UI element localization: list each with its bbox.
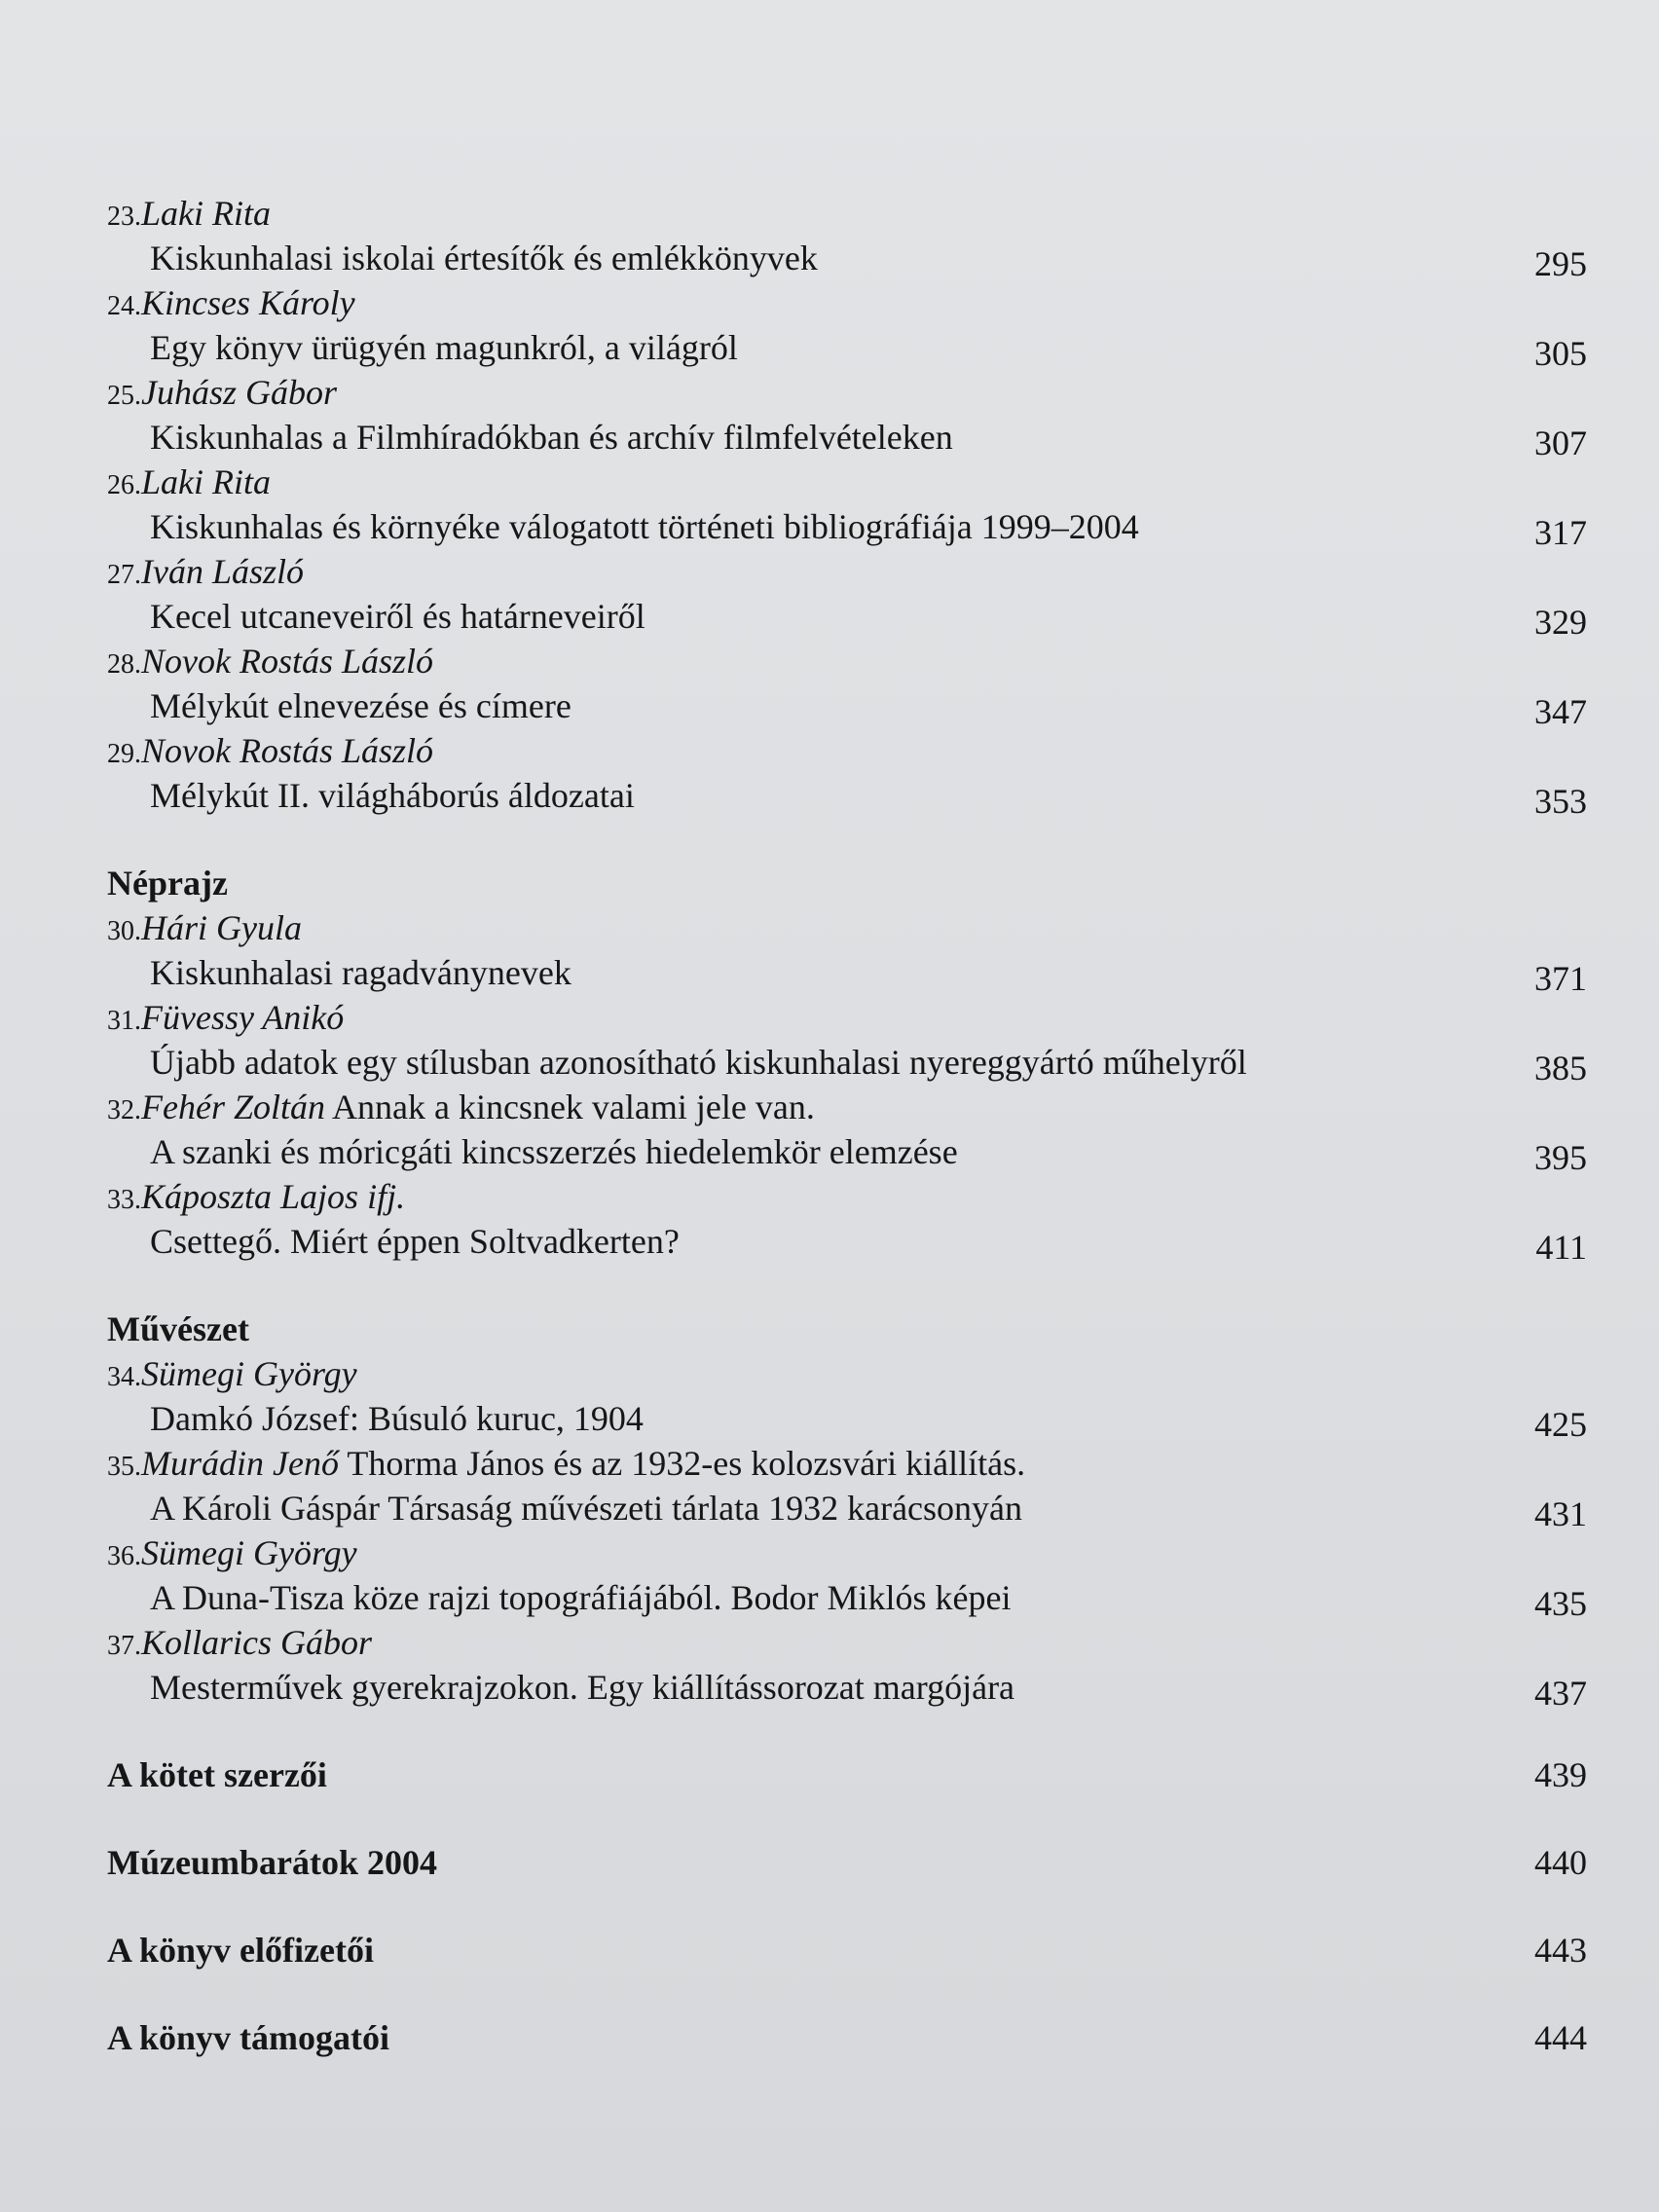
entry-page-number: 431 [1534, 1494, 1587, 1533]
entry-author: Novok Rostás László [141, 642, 434, 681]
entry-title: Újabb adatok egy stílusban azonosítható kiskunhalasi nyereggyártó műhelyről [150, 1043, 1247, 1082]
entry-title: Csettegő. Miért éppen Soltvadkerten? [150, 1222, 680, 1261]
entry-author: Kollarics Gábor [141, 1623, 373, 1662]
toc-entry-32 [107, 1085, 1587, 1177]
toc-entry-36 [107, 1530, 1587, 1623]
entry-title: Kiskunhalas a Filmhíradókban és archív filmfelvételeken [150, 418, 953, 457]
entry-number: 30. [107, 916, 141, 946]
toc-entry-33 [107, 1174, 1587, 1267]
toc-entry-30 [107, 905, 1587, 998]
entry-author: Laki Rita [141, 462, 271, 501]
entry-page-number: 385 [1534, 1049, 1587, 1088]
backmatter-title: A könyv támogatói [107, 2018, 390, 2057]
entry-title: Mesterművek gyerekrajzokon. Egy kiállítássorozat margójára [150, 1668, 1015, 1707]
entry-number: 35. [107, 1452, 141, 1482]
entry-title: Egy könyv ürügyén magunkról, a világról [150, 328, 738, 367]
entry-number: 29. [107, 739, 141, 769]
entry-number: 23. [107, 202, 141, 232]
entry-title: Mélykút elnevezése és címere [150, 686, 571, 725]
toc-entry-34 [107, 1351, 1587, 1444]
entry-author: Füvessy Anikó [141, 998, 345, 1037]
entry-page-number: 295 [1534, 244, 1587, 283]
toc-entry-35 [107, 1441, 1587, 1533]
section-heading-neprajz: Néprajz [107, 864, 228, 903]
entry-author: Fehér Zoltán [141, 1088, 325, 1126]
entry-number: 26. [107, 470, 141, 500]
entry-page-number: 411 [1535, 1228, 1587, 1267]
toc-backmatter-authors [107, 1752, 1587, 1797]
entry-title: A Duna-Tisza köze rajzi topográfiájából. Bodor Miklós képei [150, 1578, 1012, 1617]
entry-number: 36. [107, 1541, 141, 1571]
entry-number: 37. [107, 1631, 141, 1661]
toc-entry-23 [107, 191, 1587, 283]
entry-title: A szanki és móricgáti kincsszerzés hiedelemkör elemzése [150, 1132, 958, 1171]
toc-entry-37 [107, 1620, 1587, 1713]
entry-author: Iván László [141, 552, 305, 591]
entry-title-part-one: Annak a kincsnek valami jele van. [332, 1088, 815, 1126]
entry-number: 24. [107, 291, 141, 321]
entry-page-number: 353 [1534, 782, 1587, 821]
toc-entry-24 [107, 280, 1587, 373]
entry-page-number: 425 [1534, 1405, 1587, 1444]
entry-title: Kecel utcaneveiről és határneveiről [150, 597, 645, 636]
entry-author: Hári Gyula [141, 908, 302, 947]
entry-number: 32. [107, 1095, 141, 1125]
table-of-contents [107, 191, 1587, 2060]
entry-number: 27. [107, 560, 141, 590]
toc-entry-29 [107, 728, 1587, 821]
entry-title-part-one: Thorma János és az 1932-es kolozsvári kiállítás. [347, 1444, 1026, 1483]
toc-backmatter-subscribers [107, 1928, 1587, 1972]
entry-page-number: 317 [1534, 513, 1587, 552]
toc-entry-31 [107, 995, 1587, 1088]
toc-entry-28 [107, 639, 1587, 731]
entry-page-number: 307 [1534, 424, 1587, 462]
backmatter-title: Múzeumbarátok 2004 [107, 1843, 437, 1882]
entry-number: 33. [107, 1185, 141, 1215]
entry-title: Kiskunhalas és környéke válogatott történeti bibliográfiája 1999–2004 [150, 507, 1139, 546]
entry-page-number: 329 [1534, 603, 1587, 642]
toc-backmatter-supporters [107, 2015, 1587, 2060]
entry-page-number: 371 [1534, 959, 1587, 998]
entry-page-number: 443 [1534, 1931, 1587, 1970]
entry-page-number: 395 [1534, 1138, 1587, 1177]
entry-author: Murádin Jenő [141, 1444, 339, 1483]
entry-author: Káposzta Lajos ifj. [141, 1177, 406, 1216]
entry-page-number: 439 [1534, 1755, 1587, 1794]
entry-author: Kincses Károly [141, 283, 355, 322]
toc-entry-26 [107, 460, 1587, 552]
backmatter-title: A kötet szerzői [107, 1755, 327, 1794]
entry-author: Sümegi György [141, 1354, 357, 1393]
entry-author: Sümegi György [141, 1533, 357, 1572]
entry-number: 34. [107, 1362, 141, 1392]
toc-entry-27 [107, 549, 1587, 642]
entry-page-number: 437 [1534, 1674, 1587, 1713]
toc-backmatter-museum-friends [107, 1840, 1587, 1885]
entry-author: Juhász Gábor [141, 373, 338, 412]
entry-title: Kiskunhalasi iskolai értesítők és emlékkönyvek [150, 239, 818, 277]
entry-page-number: 444 [1534, 2018, 1587, 2057]
entry-title: A Károli Gáspár Társaság művészeti tárlata 1932 karácsonyán [150, 1489, 1023, 1528]
entry-number: 25. [107, 381, 141, 411]
entry-title: Damkó József: Búsuló kuruc, 1904 [150, 1399, 644, 1438]
entry-author: Novok Rostás László [141, 731, 434, 770]
entry-page-number: 435 [1534, 1584, 1587, 1623]
entry-page-number: 347 [1534, 692, 1587, 731]
entry-author: Laki Rita [141, 194, 271, 233]
entry-title: Kiskunhalasi ragadványnevek [150, 953, 571, 992]
section-heading-muveszet: Művészet [107, 1309, 249, 1348]
entry-title: Mélykút II. világháborús áldozatai [150, 776, 635, 815]
backmatter-title: A könyv előfizetői [107, 1931, 374, 1970]
entry-page-number: 305 [1534, 334, 1587, 373]
toc-entry-25 [107, 370, 1587, 460]
entry-number: 31. [107, 1006, 141, 1036]
entry-page-number: 440 [1534, 1843, 1587, 1882]
entry-number: 28. [107, 649, 141, 680]
